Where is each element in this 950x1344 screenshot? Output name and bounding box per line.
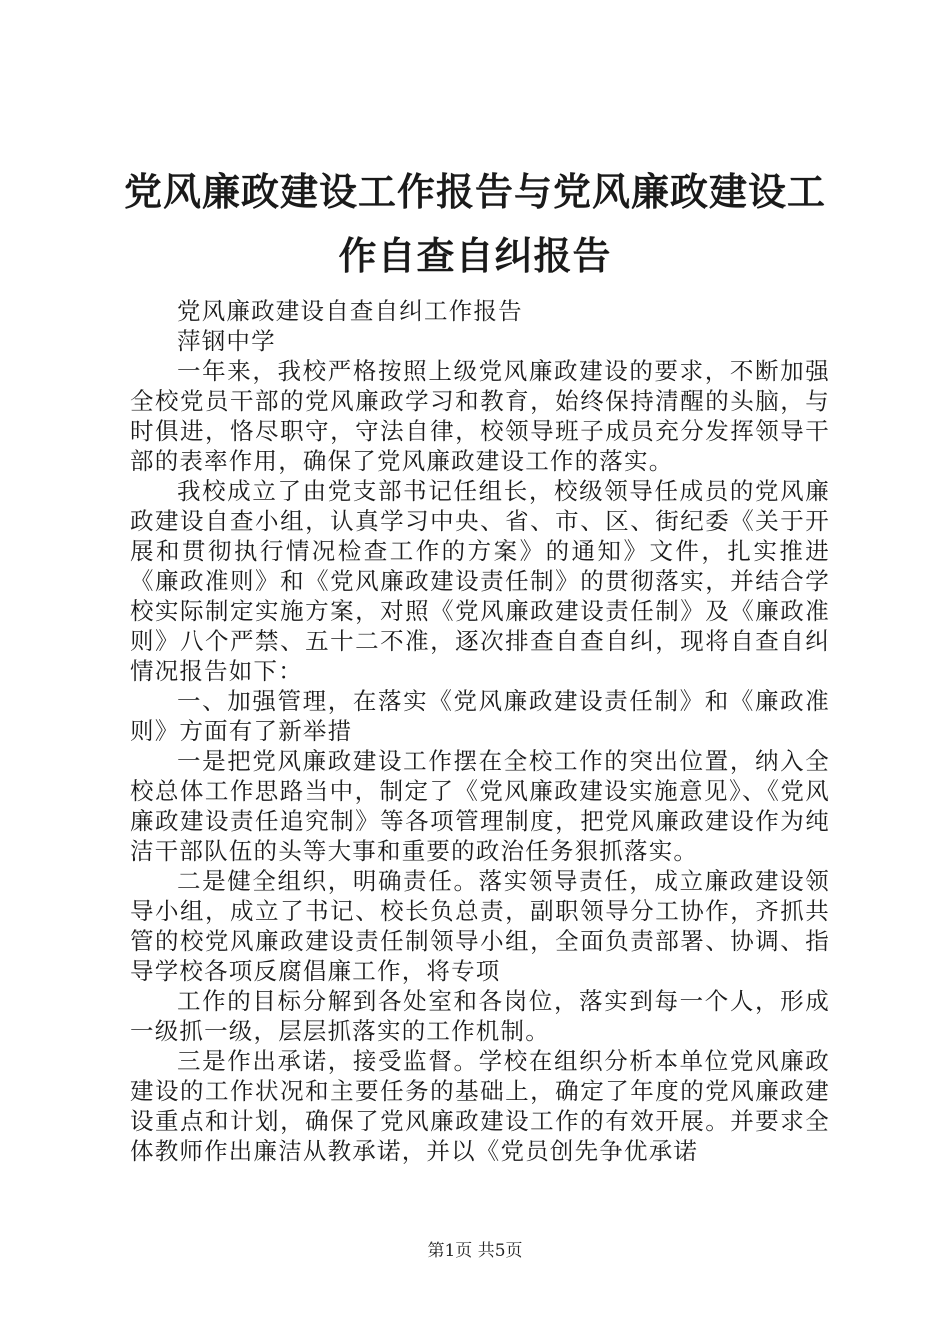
page-number-footer: 第1页 共5页 <box>427 1241 523 1261</box>
paragraph: 一年来，我校严格按照上级党风廉政建设的要求，不断加强全校党员干部的党风廉政学习和教育，始终保持清醒的头脑，与时俱进，恪尽职守，守法自律，校领导班子成员充分发挥领导干部的表率作用，确保了党风廉政建设工作的落实。 <box>130 357 830 475</box>
paragraph: 工作的目标分解到各处室和各岗位，落实到每一个人，形成一级抓一级，层层抓落实的工作机制。 <box>130 987 830 1045</box>
document-body <box>130 296 830 1166</box>
paragraph: 一是把党风廉政建设工作摆在全校工作的突出位置，纳入全校总体工作思路当中，制定了《党风廉政建设实施意见》、《党风廉政建设责任追究制》等各项管理制度，把党风廉政建设作为纯洁干部队伍的头等大事和重要的政治任务狠抓落实。 <box>130 747 830 865</box>
report-subtitle: 党风廉政建设自查自纠工作报告 <box>177 297 523 325</box>
paragraph: 我校成立了由党支部书记任组长，校级领导任成员的党风廉政建设自查小组，认真学习中央、省、市、区、街纪委《关于开展和贯彻执行情况检查工作的方案》的通知》文件，扎实推进《廉政准则》和《党风廉政建设责任制》的贯彻落实，并结合学校实际制定实施方案，对照《党风廉政建设责任制》及《廉政准则》八个严禁、五十二不准，逐次排查自查自纠，现将自查自纠情况报告如下： <box>130 477 830 685</box>
document-title: 党风廉政建设工作报告与党风廉政建设工作自查自纠报告 <box>123 169 826 278</box>
section-heading: 一、加强管理，在落实《党风廉政建设责任制》和《廉政准则》方面有了新举措 <box>130 687 830 745</box>
paragraph: 二是健全组织，明确责任。落实领导责任，成立廉政建设领导小组，成立了书记、校长负总责，副职领导分工协作，齐抓共管的校党风廉政建设责任制领导小组，全面负责部署、协调、指导学校各项反腐倡廉工作，将专项 <box>130 867 830 985</box>
school-name: 萍钢中学 <box>177 327 276 355</box>
paragraph: 三是作出承诺，接受监督。学校在组织分析本单位党风廉政建设的工作状况和主要任务的基础上，确定了年度的党风廉政建设重点和计划，确保了党风廉政建设工作的有效开展。并要求全体教师作出廉洁从教承诺，并以《党员创先争优承诺 <box>130 1047 830 1165</box>
